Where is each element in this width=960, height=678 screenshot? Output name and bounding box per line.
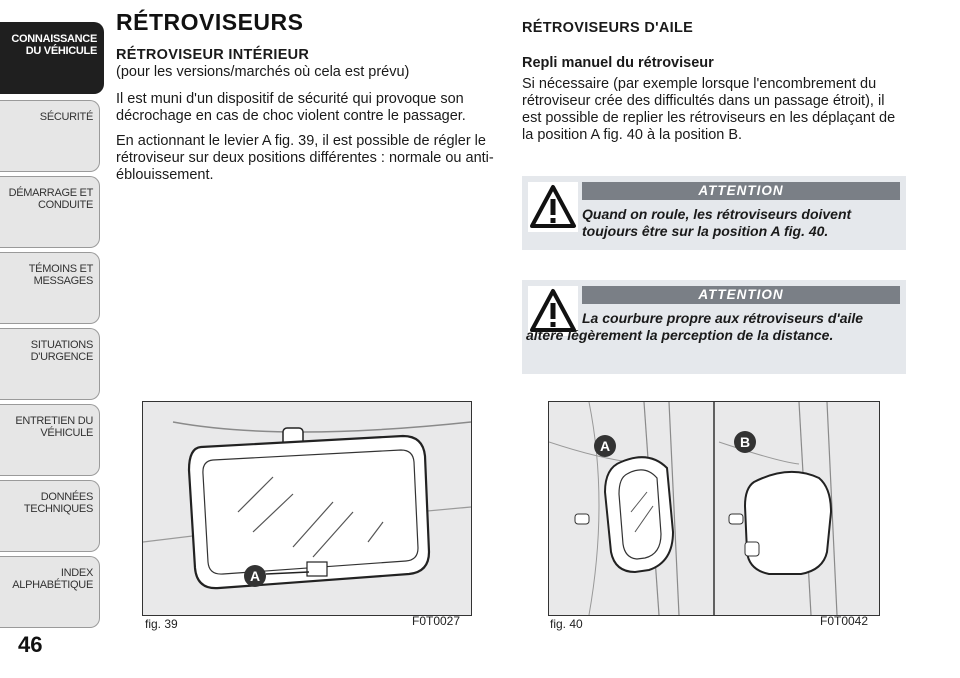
attention-text: La courbure propre aux rétroviseurs d'aile altère légèrement la perception de la distance. — [526, 310, 864, 343]
tab-label: CONNAISSANCE DU VÉHICULE — [11, 33, 97, 57]
tab-label: SÉCURITÉ — [39, 111, 93, 123]
interior-mirror-heading: RÉTROVISEUR INTÉRIEUR — [116, 47, 310, 63]
tab-securite[interactable] — [0, 100, 100, 172]
right-column — [522, 14, 906, 150]
attention-text: Quand on roule, les rétroviseurs doivent toujours être sur la position A fig. 40. — [582, 206, 852, 239]
tab-donnees-techniques[interactable] — [0, 480, 100, 552]
tab-entretien-du-vehicule[interactable] — [0, 404, 100, 476]
interior-mirror-illustration — [143, 402, 471, 615]
figure-39-label: fig. 39 — [145, 617, 178, 631]
page-number: 46 — [18, 632, 43, 657]
tab-demarrage-et-conduite[interactable] — [0, 176, 100, 248]
tab-label: INDEX ALPHABÉTIQUE — [12, 567, 93, 591]
tab-situations-d-urgence[interactable] — [0, 328, 100, 400]
tab-index-alphabetique[interactable] — [0, 556, 100, 628]
tab-label: ENTRETIEN DU VÉHICULE — [15, 415, 93, 439]
interior-mirror-paragraph-1: Il est muni d'un dispositif de sécurité qui provoque son décrochage en cas de choc violent contre le passager. — [116, 91, 466, 124]
tab-temoins-et-messages[interactable] — [0, 252, 100, 324]
tab-label: DONNÉES TECHNIQUES — [23, 491, 93, 515]
attention-heading: ATTENTION — [582, 182, 900, 200]
figure-40-wing-mirror — [548, 401, 880, 616]
figure-40-code: F0T0042 — [820, 614, 869, 628]
left-column — [116, 9, 498, 190]
attention-box-1 — [522, 176, 906, 250]
attention-box-2 — [522, 280, 906, 374]
warning-triangle-icon — [528, 182, 578, 232]
marker-b: B — [739, 434, 751, 450]
manual-fold-heading: Repli manuel du rétroviseur — [522, 55, 714, 71]
figure-39-interior-mirror — [142, 401, 472, 616]
attention-heading: ATTENTION — [582, 286, 900, 304]
tab-connaissance-du-vehicule[interactable] — [0, 22, 104, 94]
wing-mirror-heading: RÉTROVISEURS D'AILE — [522, 20, 694, 36]
figure-39-code: F0T0027 — [412, 614, 461, 628]
tab-label: SITUATIONS D'URGENCE — [30, 339, 93, 363]
tab-label: TÉMOINS ET MESSAGES — [28, 263, 93, 287]
interior-mirror-paragraph-2: En actionnant le levier A fig. 39, il est possible de régler le rétroviseur sur deux positions différentes : normale ou anti-éblouissement. — [116, 133, 494, 183]
marker-a: A — [249, 568, 261, 584]
tab-label: DÉMARRAGE ET CONDUITE — [8, 187, 93, 211]
wing-mirror-illustration — [549, 402, 879, 615]
marker-a: A — [599, 438, 611, 454]
section-title: RÉTROVISEURS — [116, 9, 304, 35]
wing-mirror-paragraph: Si nécessaire (par exemple lorsque l'encombrement du rétroviseur crée des difficultés dans un passage étroit), il est possible de replier les rétroviseurs en les déplaçant de la position A fig. 40 à la position B. — [522, 76, 896, 143]
figure-40-label: fig. 40 — [550, 617, 583, 631]
interior-mirror-note: (pour les versions/marchés où cela est prévu) — [116, 64, 410, 80]
